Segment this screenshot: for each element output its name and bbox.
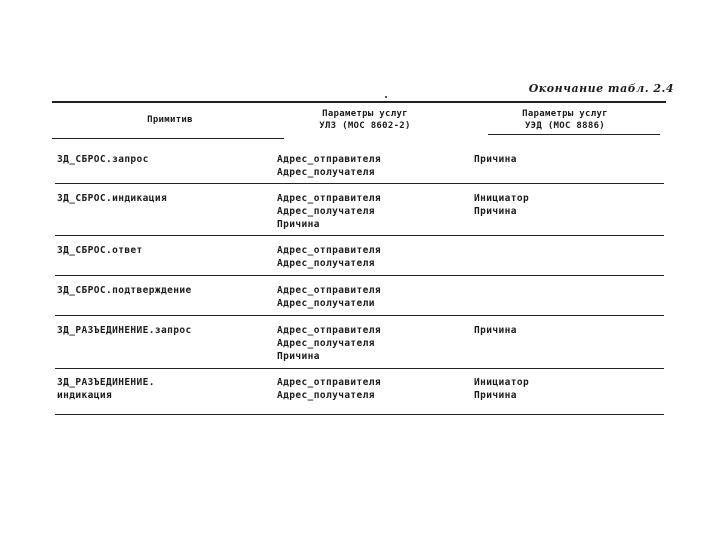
- header-uzd-line2: УЭД (МОС 8886): [524, 121, 606, 131]
- primitive-cell: [57, 376, 155, 402]
- ulz-text: Адрес_получатели: [277, 298, 375, 309]
- primitive-text: ЗД_СБРОС.подтверждение: [57, 285, 192, 296]
- primitive-cell: [57, 153, 149, 166]
- header-uzd-line1: Параметры услуг: [522, 109, 608, 119]
- primitive-text: ЗД_РАЗЪЕДИНЕНИЕ.: [57, 377, 155, 388]
- table-top-rule: [52, 101, 666, 103]
- uzd-text: Причина: [474, 154, 517, 165]
- header-rule-left: [52, 138, 284, 139]
- ulz-text: Адрес_отправителя: [277, 193, 382, 204]
- row-divider: [55, 235, 664, 236]
- header-primitive: Примитив: [147, 115, 193, 125]
- uzd-cell: [474, 153, 517, 166]
- header-ulz-line2: УЛЗ (МОС 8602-2): [319, 121, 411, 131]
- primitive-text: индикация: [57, 390, 113, 401]
- primitive-cell: [57, 324, 192, 337]
- table-caption: Окончание табл. 2.4: [528, 82, 674, 95]
- scan-speck: [385, 96, 387, 98]
- ulz-cell: [277, 153, 381, 179]
- primitive-cell: [57, 284, 192, 297]
- row-divider: [55, 315, 664, 316]
- ulz-text: Причина: [277, 351, 320, 362]
- primitive-text: ЗД_СБРОС.запрос: [57, 154, 149, 165]
- ulz-cell: [277, 324, 381, 363]
- uzd-text: Инициатор: [474, 377, 530, 388]
- header-rule-right: [488, 134, 660, 135]
- row-divider: [55, 275, 664, 276]
- uzd-text: Причина: [474, 390, 517, 401]
- ulz-cell: [277, 284, 381, 310]
- ulz-text: Причина: [277, 219, 320, 230]
- row-divider: [55, 368, 664, 369]
- uzd-text: Причина: [474, 206, 517, 217]
- uzd-cell: [474, 192, 529, 218]
- ulz-text: Адрес_получателя: [277, 390, 375, 401]
- primitive-text: ЗД_РАЗЪЕДИНЕНИЕ.запрос: [57, 325, 192, 336]
- header-ulz-params: [280, 108, 450, 132]
- uzd-text: Причина: [474, 325, 517, 336]
- primitive-cell: [57, 244, 143, 257]
- header-ulz-line1: Параметры услуг: [322, 109, 408, 119]
- uzd-cell: [474, 376, 529, 402]
- primitive-text: ЗД_СБРОС.индикация: [57, 193, 168, 204]
- ulz-cell: [277, 376, 381, 402]
- row-divider: [55, 183, 664, 184]
- ulz-text: Адрес_получателя: [277, 206, 375, 217]
- ulz-text: Адрес_получателя: [277, 167, 375, 178]
- ulz-cell: [277, 192, 381, 231]
- header-uzd-params: [490, 108, 640, 132]
- ulz-text: Адрес_отправителя: [277, 325, 382, 336]
- row-divider: [55, 414, 664, 415]
- ulz-text: Адрес_отправителя: [277, 154, 382, 165]
- ulz-text: Адрес_отправителя: [277, 377, 382, 388]
- primitive-cell: [57, 192, 167, 205]
- ulz-text: Адрес_отправителя: [277, 245, 382, 256]
- uzd-cell: [474, 324, 517, 337]
- ulz-cell: [277, 244, 381, 270]
- ulz-text: Адрес_получателя: [277, 258, 375, 269]
- uzd-text: Инициатор: [474, 193, 530, 204]
- primitive-text: ЗД_СБРОС.ответ: [57, 245, 143, 256]
- ulz-text: Адрес_отправителя: [277, 285, 382, 296]
- ulz-text: Адрес_получателя: [277, 338, 375, 349]
